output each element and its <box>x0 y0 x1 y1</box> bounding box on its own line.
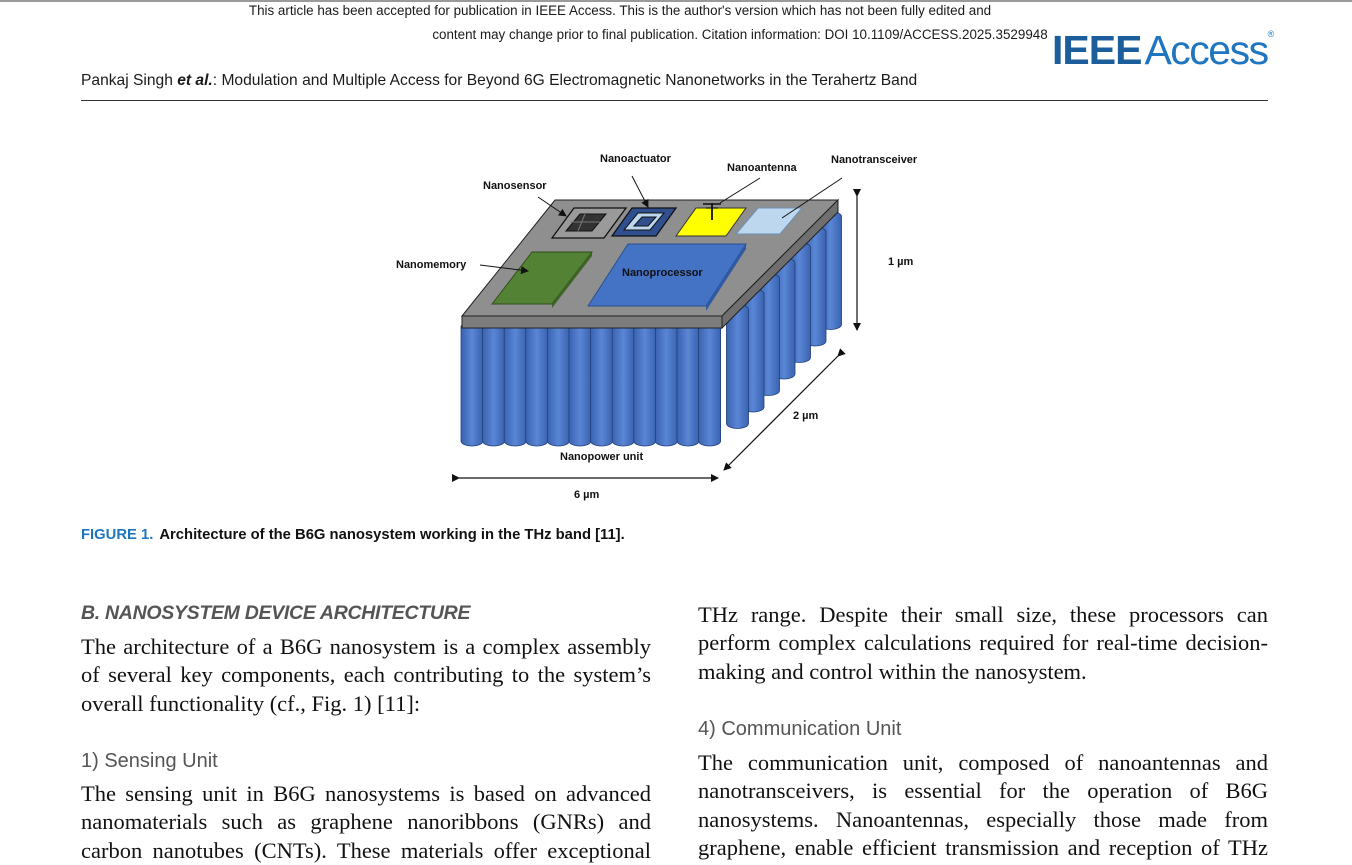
communication-line: The communication unit, composed of nanoantennas and <box>698 750 1268 775</box>
acceptance-notice-line2: content may change prior to final publication. Citation information: DOI 10.1109/ACCESS.2025.3529948 <box>432 27 1048 42</box>
label-height: 1 µm <box>888 256 914 268</box>
board-front-edge <box>462 316 722 328</box>
intro-paragraph <box>81 633 651 718</box>
label-nanomemory: Nanomemory <box>396 259 467 271</box>
processing-line: making and control within the nanosystem. <box>698 658 1087 684</box>
battery-cell <box>612 322 634 446</box>
nanoantenna-leader <box>720 178 760 203</box>
label-width: 6 µm <box>574 489 600 501</box>
battery-cell <box>699 322 721 446</box>
intro-line: of several key components, each contributing to the system’s <box>81 662 651 688</box>
label-nanoprocessor: Nanoprocessor <box>622 267 703 279</box>
section-heading: B. NANOSYSTEM DEVICE ARCHITECTURE <box>81 602 471 624</box>
sensing-line: The sensing unit in B6G nanosystems is based on advanced <box>81 781 651 806</box>
communication-unit-heading: 4) Communication Unit <box>698 718 902 740</box>
logo-access: Access <box>1144 27 1268 73</box>
logo-mark: ® <box>1267 29 1275 39</box>
battery-cell <box>526 322 548 446</box>
label-depth: 2 µm <box>793 410 819 422</box>
paper-title: : Modulation and Multiple Access for Beyond 6G Electromagnetic Nanonetworks in the Terahertz Band <box>212 72 918 89</box>
battery-cell <box>569 322 591 446</box>
communication-line: nanosystems. Nanoantennas, especially those made from <box>698 806 1268 832</box>
battery-cell <box>483 322 505 446</box>
battery-cell <box>461 322 483 446</box>
battery-cell <box>677 322 699 446</box>
label-nanoantenna: Nanoantenna <box>727 162 797 174</box>
sensing-unit-heading: 1) Sensing Unit <box>81 750 218 772</box>
battery-cell <box>727 305 749 429</box>
battery-cell <box>634 322 656 446</box>
figure-caption <box>81 527 625 543</box>
label-nanoactuator: Nanoactuator <box>600 153 671 165</box>
author-etal: et al. <box>177 72 213 89</box>
label-nanopower-unit: Nanopower unit <box>560 451 644 463</box>
battery-cell <box>591 322 613 446</box>
figure-caption-text: Architecture of the B6G nanosystem working in the THz band [11]. <box>159 527 625 543</box>
sensing-line: carbon nanotubes (CNTs). These materials offer exceptional <box>81 837 651 863</box>
processing-line: THz range. Despite their small size, these processors can <box>698 602 1268 627</box>
communication-line: nanotransceivers, is essential for the operation of B6G <box>698 778 1268 804</box>
battery-cell <box>504 322 526 446</box>
logo-ieee: IEEE <box>1052 27 1142 73</box>
author-name: Pankaj Singh <box>81 72 178 89</box>
processing-paragraph-continued <box>698 601 1268 686</box>
sensing-line: nanomaterials such as graphene nanoribbons (GNRs) and <box>81 809 651 835</box>
nanopower-front-cells <box>461 322 721 446</box>
sensing-paragraph <box>81 780 651 865</box>
label-nanotransceiver: Nanotransceiver <box>831 154 918 166</box>
battery-cell <box>655 322 677 446</box>
figure-caption-label: FIGURE 1. <box>81 527 154 543</box>
communication-paragraph <box>698 749 1268 862</box>
label-nanosensor: Nanosensor <box>483 180 547 192</box>
battery-cell <box>547 322 569 446</box>
processing-line: perform complex calculations required for real-time decision- <box>698 630 1268 656</box>
acceptance-notice-line1: This article has been accepted for publication in IEEE Access. This is the author's version which has not been fully edited and <box>248 3 992 18</box>
intro-line: The architecture of a B6G nanosystem is a complex assembly <box>81 634 651 659</box>
communication-line: graphene, enable efficient transmission and reception of THz <box>698 834 1268 860</box>
intro-line: overall functionality (cf., Fig. 1) [11]: <box>81 690 421 716</box>
